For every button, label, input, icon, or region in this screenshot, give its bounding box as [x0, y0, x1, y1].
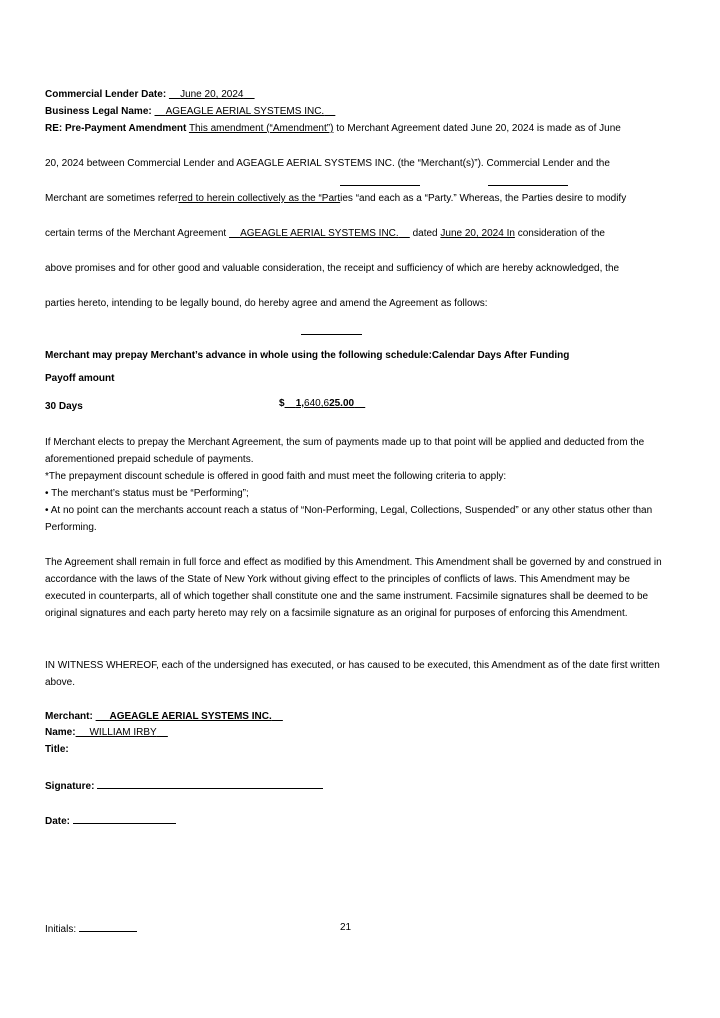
re-line [45, 123, 621, 135]
signature-field[interactable] [97, 779, 323, 789]
lender-date-value: June 20, 2024 [180, 89, 244, 100]
recital-line-3: Merchant are sometimes referred to herein collectively as the “Parties “and each as a “Party.” Whereas, the Parties desire to modify [45, 193, 627, 204]
initials-line: Initials: [45, 922, 137, 936]
date-line: Date: [45, 814, 176, 828]
lender-date-line [45, 89, 255, 101]
recital-line-2: 20, 2024 between Commercial Lender and AGEAGLE AERIAL SYSTEMS INC. (the “Merchant(s)”). Commercial Lender and the [45, 158, 610, 169]
payoff-amount: $ 1,640,625.00 [279, 398, 355, 409]
blank-rule [488, 185, 568, 186]
schedule-heading: Merchant may prepay Merchant’s advance in whole using the following schedule:Calendar Days After Funding [45, 350, 570, 361]
name-value: WILLIAM IRBY [89, 727, 157, 738]
recital-line-4: certain terms of the Merchant Agreement AGEAGLE AERIAL SYSTEMS INC. dated June 20, 2024 In consideration of the [45, 228, 605, 239]
merchant-line: Merchant: AGEAGLE AERIAL SYSTEMS INC. [45, 711, 283, 723]
page-number: 21 [340, 922, 352, 933]
re-label: RE: Pre-Payment Amendment [45, 123, 187, 134]
payoff-label: Payoff amount [45, 373, 115, 384]
business-name-label: Business Legal Name: [45, 106, 152, 117]
merchant-agreement-name: AGEAGLE AERIAL SYSTEMS INC. [240, 228, 399, 239]
re-amendment-text: This amendment (“Amendment”) [188, 123, 334, 134]
title-line: Title: [45, 744, 69, 755]
name-line: Name: WILLIAM IRBY [45, 727, 168, 739]
recital-line-5: above promises and for other good and valuable consideration, the receipt and sufficiency of which are hereby acknowledged, the [45, 263, 620, 274]
blank-rule [301, 334, 362, 335]
business-name-value: AGEAGLE AERIAL SYSTEMS INC. [165, 106, 325, 117]
terms-paragraph: • The merchant’s status must be “Performing”; [45, 488, 249, 499]
schedule-days: 30 Days [45, 401, 83, 412]
date-field[interactable] [73, 814, 176, 824]
witness-paragraph: IN WITNESS WHEREOF, each of the undersigned has executed, or has caused to be executed, this Amendment as of the date first written above. [45, 660, 660, 688]
governing-law-paragraph: The Agreement shall remain in full force and effect as modified by this Amendment. This Amendment shall be governed by and construed in accordance with the laws of the State of New York without giving effect to the principles of conflicts of laws. This Amendment may be executed in counterparts, all of which together shall constitute one and the same instrument. Facsimile signatures shall be deemed to be original signatures and each party hereto may rely on a facsimile signature as an original for purposes of enforcing this Amendment. [45, 557, 662, 619]
merchant-value: AGEAGLE AERIAL SYSTEMS INC. [109, 711, 272, 722]
terms-block [45, 434, 673, 536]
recital-line-6: parties hereto, intending to be legally bound, do hereby agree and amend the Agreement as follows: [45, 298, 488, 309]
terms-paragraph: • At no point can the merchants account reach a status of “Non-Performing, Legal, Collections, Suspended” or any other status other than Performing. [45, 505, 653, 533]
blank-rule [340, 185, 420, 186]
business-name-line [45, 106, 335, 118]
initials-field[interactable] [79, 922, 137, 932]
terms-paragraph: *The prepayment discount schedule is offered in good faith and must meet the following criteria to apply: [45, 471, 507, 482]
terms-paragraph: If Merchant elects to prepay the Merchant Agreement, the sum of payments made up to that point will be applied and deducted from the aforementioned prepaid schedule of payments. [45, 437, 645, 465]
lender-date-label: Commercial Lender Date: [45, 89, 167, 100]
signature-line: Signature: [45, 779, 323, 793]
re-text-rest: to Merchant Agreement dated June 20, 2024 is made as of June [333, 123, 621, 134]
